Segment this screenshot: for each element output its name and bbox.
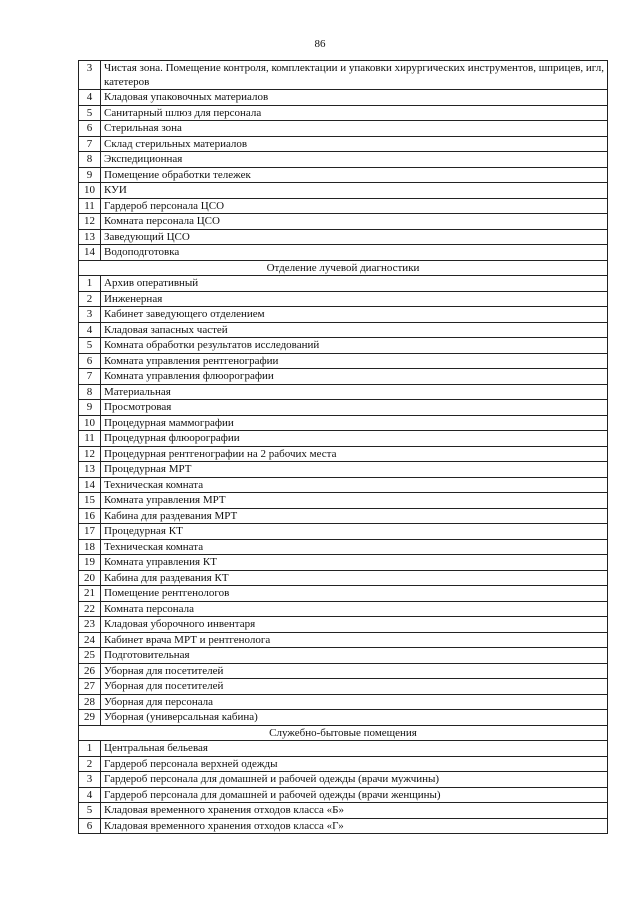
room-name: Гардероб персонала ЦСО (101, 198, 608, 214)
room-name: Уборная для посетителей (101, 679, 608, 695)
table-row (79, 586, 608, 602)
row-number: 2 (79, 291, 101, 307)
room-name: Кабина для раздевания МРТ (101, 508, 608, 524)
table-row (79, 818, 608, 834)
room-name: Техническая комната (101, 477, 608, 493)
table-row (79, 152, 608, 168)
room-name: Гардероб персонала верхней одежды (101, 756, 608, 772)
room-name: Уборная для персонала (101, 694, 608, 710)
group-radiology (79, 276, 608, 726)
table-row (79, 276, 608, 292)
row-number: 22 (79, 601, 101, 617)
room-name: Кладовая временного хранения отходов класса «Г» (101, 818, 608, 834)
room-name: Кладовая временного хранения отходов класса «Б» (101, 803, 608, 819)
row-number: 3 (79, 61, 101, 90)
room-name: Уборная (универсальная кабина) (101, 710, 608, 726)
row-number: 25 (79, 648, 101, 664)
row-number: 14 (79, 477, 101, 493)
table-row (79, 322, 608, 338)
row-number: 18 (79, 539, 101, 555)
row-number: 6 (79, 353, 101, 369)
table-row (79, 555, 608, 571)
row-number: 11 (79, 198, 101, 214)
table-row (79, 617, 608, 633)
row-number: 26 (79, 663, 101, 679)
row-number: 16 (79, 508, 101, 524)
row-number: 12 (79, 446, 101, 462)
table-row (79, 136, 608, 152)
room-name: Гардероб персонала для домашней и рабочей одежды (врачи женщины) (101, 787, 608, 803)
room-name: Техническая комната (101, 539, 608, 555)
room-name: Заведующий ЦСО (101, 229, 608, 245)
rooms-table (78, 60, 608, 834)
table-row (79, 167, 608, 183)
row-number: 4 (79, 787, 101, 803)
table-row (79, 384, 608, 400)
room-name: Чистая зона. Помещение контроля, комплектации и упаковки хирургических инструментов, шприцев, игл, катетеров (101, 61, 608, 90)
table-row (79, 570, 608, 586)
room-name: Стерильная зона (101, 121, 608, 137)
section-radiology (79, 260, 608, 276)
room-name: Помещение обработки тележек (101, 167, 608, 183)
table-row (79, 524, 608, 540)
row-number: 5 (79, 338, 101, 354)
table-row (79, 462, 608, 478)
table-row (79, 229, 608, 245)
row-number: 10 (79, 415, 101, 431)
room-name: Просмотровая (101, 400, 608, 416)
room-name: Кабинет врача МРТ и рентгенолога (101, 632, 608, 648)
row-number: 15 (79, 493, 101, 509)
row-number: 8 (79, 384, 101, 400)
table-row (79, 508, 608, 524)
table-row (79, 648, 608, 664)
group-cso (79, 61, 608, 261)
room-name: Комната управления флюорографии (101, 369, 608, 385)
table-row (79, 756, 608, 772)
room-name: Процедурная МРТ (101, 462, 608, 478)
table-row (79, 431, 608, 447)
row-number: 24 (79, 632, 101, 648)
row-number: 14 (79, 245, 101, 261)
row-number: 5 (79, 803, 101, 819)
row-number: 11 (79, 431, 101, 447)
table-row (79, 803, 608, 819)
table-row (79, 338, 608, 354)
table-row (79, 291, 608, 307)
table-row (79, 183, 608, 199)
row-number: 12 (79, 214, 101, 230)
room-name: Подготовительная (101, 648, 608, 664)
room-name: Кладовая уборочного инвентаря (101, 617, 608, 633)
table-row (79, 214, 608, 230)
row-number: 6 (79, 818, 101, 834)
row-number: 23 (79, 617, 101, 633)
table-row (79, 446, 608, 462)
table-row (79, 663, 608, 679)
group-service (79, 741, 608, 834)
table-row (79, 679, 608, 695)
room-name: Санитарный шлюз для персонала (101, 105, 608, 121)
row-number: 1 (79, 741, 101, 757)
row-number: 13 (79, 462, 101, 478)
row-number: 3 (79, 307, 101, 323)
table-row (79, 353, 608, 369)
room-name: Процедурная КТ (101, 524, 608, 540)
row-number: 9 (79, 167, 101, 183)
row-number: 9 (79, 400, 101, 416)
room-name: Комната управления МРТ (101, 493, 608, 509)
room-name: Экспедиционная (101, 152, 608, 168)
row-number: 10 (79, 183, 101, 199)
table-row (79, 772, 608, 788)
section-header-row (79, 725, 608, 741)
room-name: Водоподготовка (101, 245, 608, 261)
room-name: Кладовая запасных частей (101, 322, 608, 338)
table-row (79, 741, 608, 757)
row-number: 7 (79, 369, 101, 385)
row-number: 20 (79, 570, 101, 586)
row-number: 6 (79, 121, 101, 137)
room-name: Процедурная маммографии (101, 415, 608, 431)
section-title: Служебно-бытовые помещения (79, 725, 608, 741)
room-name: Архив оперативный (101, 276, 608, 292)
table-row (79, 61, 608, 90)
room-name: Комната персонала (101, 601, 608, 617)
table-row (79, 601, 608, 617)
room-name: Кабина для раздевания КТ (101, 570, 608, 586)
room-name: Инженерная (101, 291, 608, 307)
table-row (79, 245, 608, 261)
page-number: 86 (314, 38, 326, 50)
room-name: Кладовая упаковочных материалов (101, 90, 608, 106)
row-number: 8 (79, 152, 101, 168)
room-name: Процедурная рентгенографии на 2 рабочих места (101, 446, 608, 462)
room-name: Материальная (101, 384, 608, 400)
section-title: Отделение лучевой диагностики (79, 260, 608, 276)
row-number: 17 (79, 524, 101, 540)
table-row (79, 415, 608, 431)
section-header-row (79, 260, 608, 276)
table-row (79, 539, 608, 555)
table-row (79, 694, 608, 710)
room-name: Гардероб персонала для домашней и рабочей одежды (врачи мужчины) (101, 772, 608, 788)
row-number: 27 (79, 679, 101, 695)
row-number: 5 (79, 105, 101, 121)
room-name: Склад стерильных материалов (101, 136, 608, 152)
row-number: 4 (79, 322, 101, 338)
table-row (79, 90, 608, 106)
room-name: КУИ (101, 183, 608, 199)
table-row (79, 493, 608, 509)
row-number: 13 (79, 229, 101, 245)
row-number: 3 (79, 772, 101, 788)
table-row (79, 477, 608, 493)
room-name: Комната управления КТ (101, 555, 608, 571)
room-name: Комната обработки результатов исследований (101, 338, 608, 354)
room-name: Комната управления рентгенографии (101, 353, 608, 369)
table-row (79, 400, 608, 416)
room-name: Кабинет заведующего отделением (101, 307, 608, 323)
table-row (79, 710, 608, 726)
table-row (79, 787, 608, 803)
row-number: 7 (79, 136, 101, 152)
row-number: 2 (79, 756, 101, 772)
table-row (79, 307, 608, 323)
room-name: Процедурная флюорографии (101, 431, 608, 447)
room-name: Комната персонала ЦСО (101, 214, 608, 230)
row-number: 28 (79, 694, 101, 710)
table-row (79, 121, 608, 137)
section-service (79, 725, 608, 741)
row-number: 21 (79, 586, 101, 602)
table-row (79, 198, 608, 214)
row-number: 19 (79, 555, 101, 571)
row-number: 1 (79, 276, 101, 292)
room-name: Уборная для посетителей (101, 663, 608, 679)
row-number: 29 (79, 710, 101, 726)
room-name: Помещение рентгенологов (101, 586, 608, 602)
table-row (79, 369, 608, 385)
table-row (79, 105, 608, 121)
table-row (79, 632, 608, 648)
row-number: 4 (79, 90, 101, 106)
room-name: Центральная бельевая (101, 741, 608, 757)
